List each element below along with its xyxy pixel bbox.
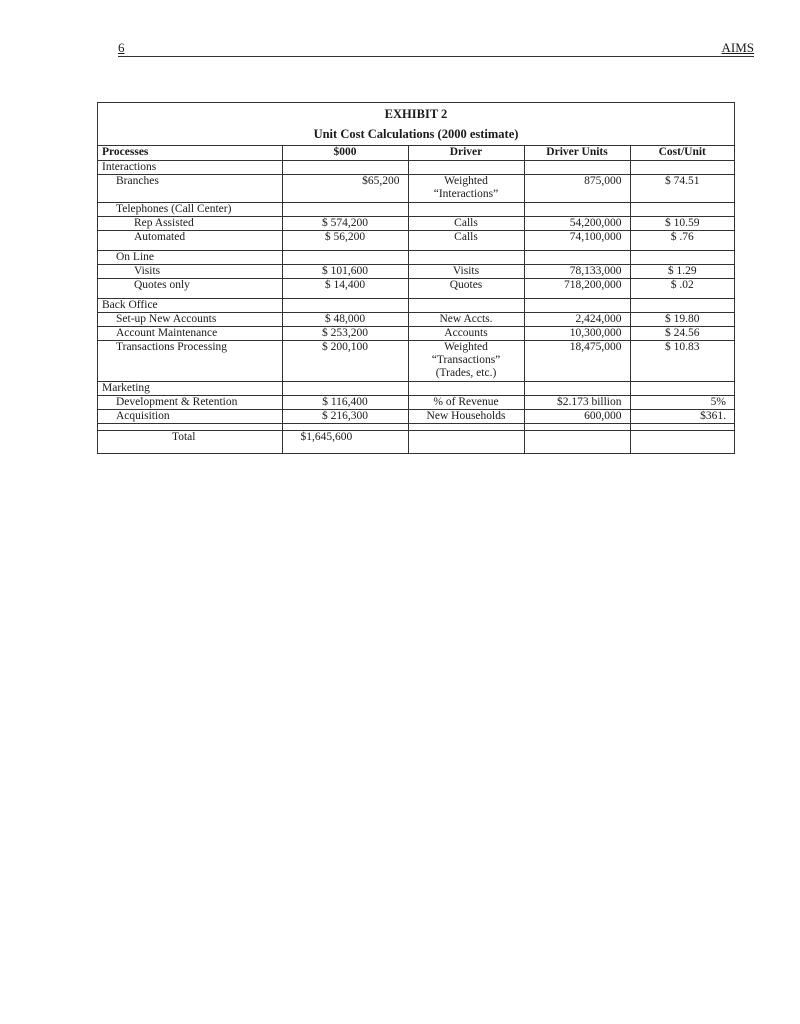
driver-cell bbox=[408, 341, 524, 382]
unit-cost-cell: $361. bbox=[630, 410, 734, 424]
units-cell: 54,200,000 bbox=[524, 217, 630, 231]
process-cell: Automated bbox=[134, 231, 186, 243]
section-label: Back Office bbox=[98, 299, 282, 313]
page-header bbox=[118, 40, 754, 57]
driver-cell: New Households bbox=[408, 410, 524, 424]
section-row bbox=[98, 299, 734, 313]
unit-cost-cell: 5% bbox=[630, 396, 734, 410]
table-row bbox=[98, 341, 734, 382]
driver-line: Weighted bbox=[444, 341, 488, 353]
units-cell: 875,000 bbox=[524, 175, 630, 203]
driver-line: “Interactions” bbox=[433, 188, 499, 200]
driver-cell: Calls bbox=[408, 217, 524, 231]
units-cell: 10,300,000 bbox=[524, 327, 630, 341]
section-row bbox=[98, 161, 734, 175]
subsection-row bbox=[98, 203, 734, 217]
driver-cell: % of Revenue bbox=[408, 396, 524, 410]
table-row bbox=[98, 175, 734, 203]
exhibit-title: EXHIBIT 2 bbox=[384, 107, 448, 121]
process-cell: Visits bbox=[98, 265, 282, 279]
unit-cost-table bbox=[98, 146, 734, 453]
unit-cost-cell: $ .76 bbox=[630, 231, 734, 245]
exhibit-subtitle: Unit Cost Calculations (2000 estimate) bbox=[313, 127, 519, 141]
col-cost-per-unit: Cost/Unit bbox=[630, 146, 734, 161]
process-cell: Branches bbox=[98, 175, 282, 203]
driver-cell: Accounts bbox=[408, 327, 524, 341]
table-row bbox=[98, 396, 734, 410]
cost-cell: $ 574,200 bbox=[282, 217, 408, 231]
journal-name: AIMS bbox=[721, 40, 754, 55]
process-cell: Account Maintenance bbox=[98, 327, 282, 341]
table-row bbox=[98, 279, 734, 293]
exhibit-heading bbox=[98, 103, 734, 146]
exhibit-table-box bbox=[97, 102, 735, 454]
unit-cost-cell: $ 74.51 bbox=[630, 175, 734, 203]
cost-cell: $ 101,600 bbox=[282, 265, 408, 279]
page-number: 6 bbox=[118, 40, 125, 55]
table-row bbox=[98, 231, 734, 245]
driver-line: “Transactions” bbox=[431, 354, 501, 366]
unit-cost-cell: $ 24.56 bbox=[630, 327, 734, 341]
col-processes: Processes bbox=[98, 146, 282, 161]
units-cell: 718,200,000 bbox=[524, 279, 630, 293]
cost-cell: $ 200,100 bbox=[282, 341, 408, 382]
process-cell: Transactions Processing bbox=[98, 341, 282, 382]
process-cell: Set-up New Accounts bbox=[98, 313, 282, 327]
cost-cell: $ 14,400 bbox=[282, 279, 408, 293]
col-driver: Driver bbox=[408, 146, 524, 161]
driver-cell bbox=[408, 175, 524, 203]
total-label: Total bbox=[98, 431, 282, 454]
subsection-label: On Line bbox=[98, 251, 282, 265]
unit-cost-cell: $ .02 bbox=[630, 279, 734, 293]
driver-line: Weighted bbox=[444, 175, 488, 187]
driver-line: (Trades, etc.) bbox=[435, 367, 497, 379]
cost-cell: $65,200 bbox=[282, 175, 408, 203]
process-cell: Quotes only bbox=[134, 279, 190, 291]
spacer-row bbox=[98, 424, 734, 431]
subsection-row bbox=[98, 251, 734, 265]
units-cell: 74,100,000 bbox=[524, 231, 630, 245]
cost-cell: $ 253,200 bbox=[282, 327, 408, 341]
process-cell: Rep Assisted bbox=[98, 217, 282, 231]
process-cell: Development & Retention bbox=[98, 396, 282, 410]
cost-cell: $ 56,200 bbox=[282, 231, 408, 245]
section-label: Marketing bbox=[98, 382, 282, 396]
table-row bbox=[98, 410, 734, 424]
unit-cost-cell: $ 10.83 bbox=[630, 341, 734, 382]
section-row bbox=[98, 382, 734, 396]
table-row bbox=[98, 313, 734, 327]
table-row bbox=[98, 217, 734, 231]
subsection-label: Telephones (Call Center) bbox=[98, 203, 282, 217]
table-row bbox=[98, 265, 734, 279]
unit-cost-cell: $ 19.80 bbox=[630, 313, 734, 327]
total-row bbox=[98, 431, 734, 454]
process-cell: Acquisition bbox=[98, 410, 282, 424]
total-cost: $1,645,600 bbox=[282, 431, 408, 454]
driver-cell: New Accts. bbox=[408, 313, 524, 327]
cost-cell: $ 48,000 bbox=[282, 313, 408, 327]
units-cell: $2.173 billion bbox=[524, 396, 630, 410]
driver-cell: Quotes bbox=[408, 279, 524, 293]
driver-cell: Visits bbox=[408, 265, 524, 279]
unit-cost-cell: $ 10.59 bbox=[630, 217, 734, 231]
driver-cell: Calls bbox=[408, 231, 524, 245]
unit-cost-cell: $ 1.29 bbox=[630, 265, 734, 279]
table-row bbox=[98, 327, 734, 341]
units-cell: 2,424,000 bbox=[524, 313, 630, 327]
units-cell: 18,475,000 bbox=[524, 341, 630, 382]
cost-cell: $ 216,300 bbox=[282, 410, 408, 424]
header-row bbox=[98, 146, 734, 161]
units-cell: 600,000 bbox=[524, 410, 630, 424]
section-label: Interactions bbox=[98, 161, 282, 175]
col-cost: $000 bbox=[282, 146, 408, 161]
col-driver-units: Driver Units bbox=[524, 146, 630, 161]
units-cell: 78,133,000 bbox=[524, 265, 630, 279]
cost-cell: $ 116,400 bbox=[282, 396, 408, 410]
